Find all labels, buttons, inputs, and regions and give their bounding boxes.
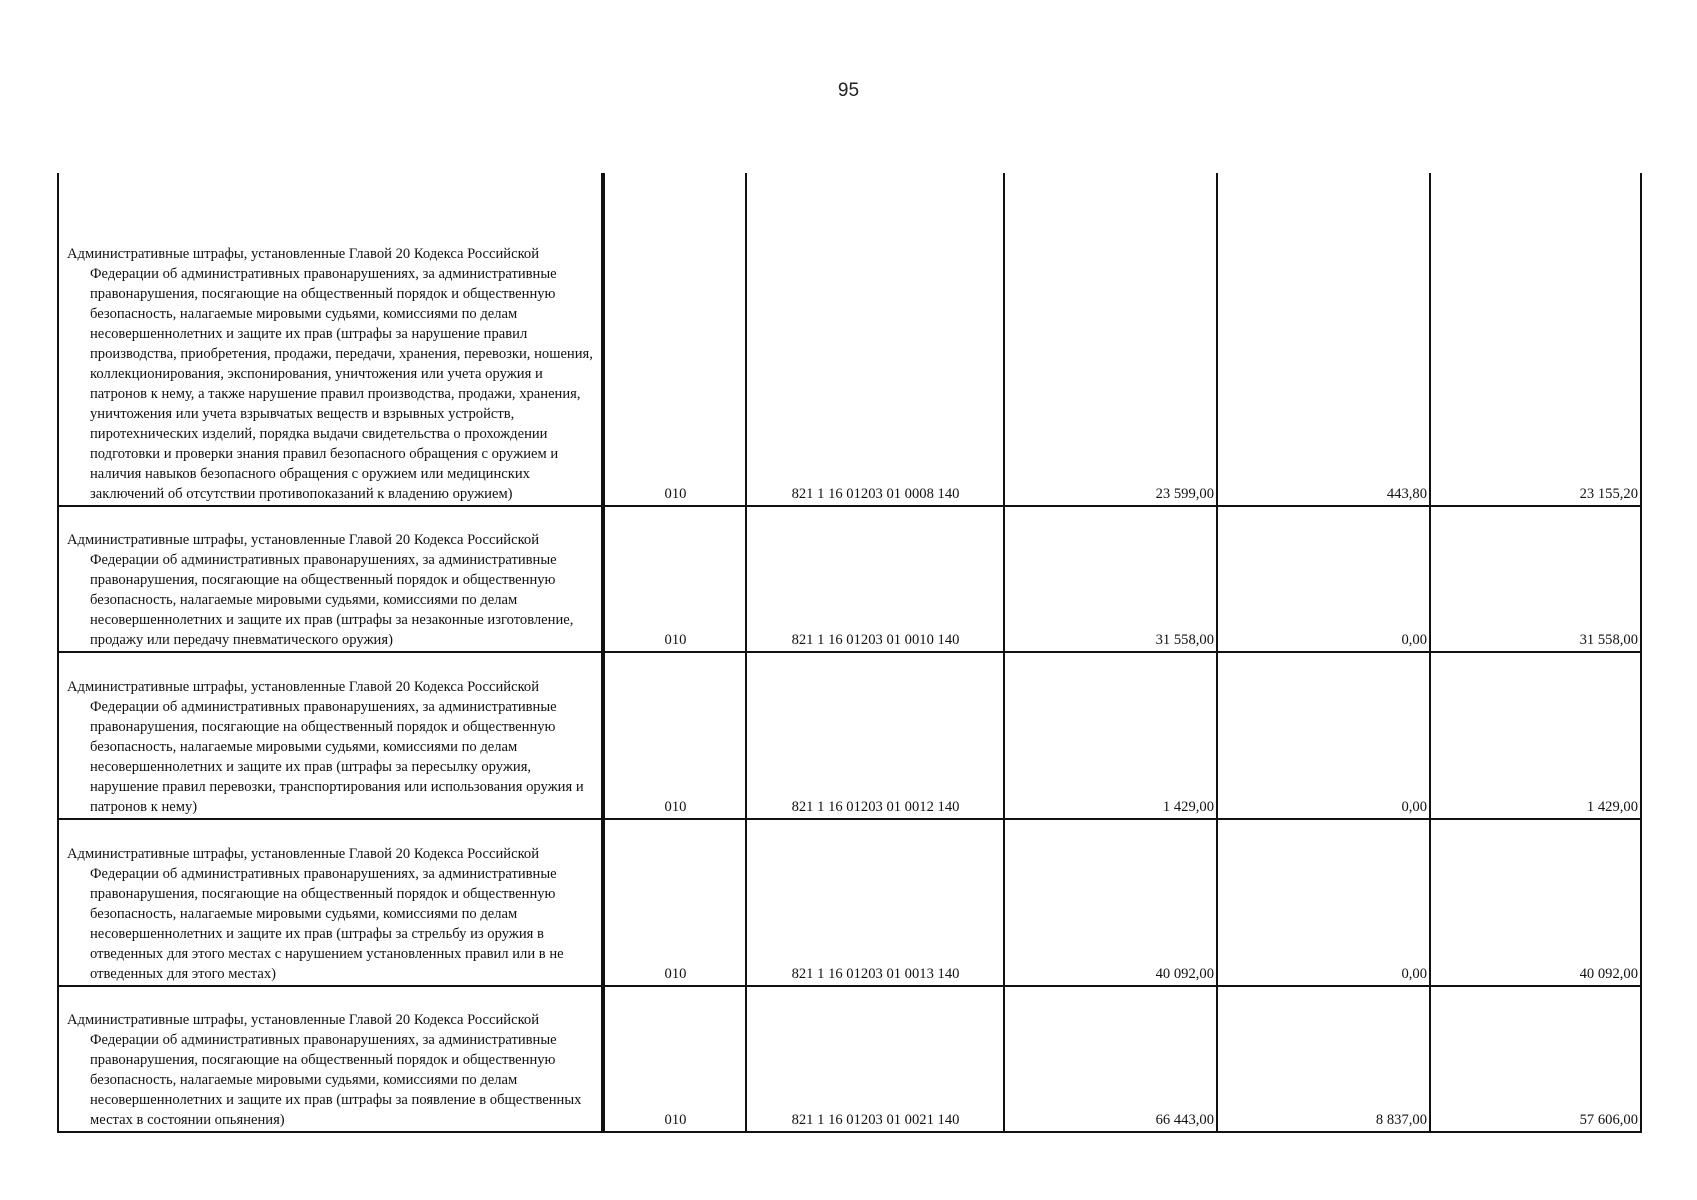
row-approved: 23 599,00 — [1004, 173, 1217, 506]
row-unexecuted: 23 155,20 — [1430, 173, 1641, 506]
row-description: Административные штрафы, установленные Главой 20 Кодекса Российской Федерации об административных правонарушениях, за административные правонарушения, посягающие на общественный порядок и общественную безопасность, налагаемые мировыми судьями, комиссиями по делам несовершеннолетних и защите их прав (штрафы за нарушение правил производства, приобретения, продажи, передачи, хранения, перевозки, ношения, коллекционирования, экспонирования, уничтожения или учета оружия и патронов к нему, а также нарушение правил производства, продажи, хранения, уничтожения или учета взрывчатых веществ и взрывных устройств, пиротехнических изделий, порядка выдачи свидетельства о прохождении подготовки и проверки знания правил безопасного обращения с оружием и наличия навыков безопасного обращения с оружием или медицинских заключений об отсутствии противопоказаний к владению оружием) — [58, 173, 603, 506]
row-line-code: 010 — [603, 652, 746, 819]
row-line-code: 010 — [603, 506, 746, 652]
row-income-code: 821 1 16 01203 01 0012 140 — [746, 652, 1004, 819]
row-approved: 31 558,00 — [1004, 506, 1217, 652]
row-unexecuted: 57 606,00 — [1430, 986, 1641, 1132]
row-unexecuted: 1 429,00 — [1430, 652, 1641, 819]
row-executed: 0,00 — [1217, 652, 1430, 819]
row-income-code: 821 1 16 01203 01 0021 140 — [746, 986, 1004, 1132]
table-row — [58, 173, 1641, 506]
table-row — [58, 819, 1641, 986]
row-income-code: 821 1 16 01203 01 0013 140 — [746, 819, 1004, 986]
row-approved: 40 092,00 — [1004, 819, 1217, 986]
page-number: 95 — [837, 80, 860, 101]
income-table — [57, 173, 1642, 1133]
row-line-code: 010 — [603, 819, 746, 986]
table-row — [58, 506, 1641, 652]
row-description: Административные штрафы, установленные Главой 20 Кодекса Российской Федерации об административных правонарушениях, за административные правонарушения, посягающие на общественный порядок и общественную безопасность, налагаемые мировыми судьями, комиссиями по делам несовершеннолетних и защите их прав (штрафы за появление в общественных местах в состоянии опьянения) — [58, 986, 603, 1132]
row-executed: 0,00 — [1217, 819, 1430, 986]
row-executed: 443,80 — [1217, 173, 1430, 506]
row-income-code: 821 1 16 01203 01 0010 140 — [746, 506, 1004, 652]
row-executed: 0,00 — [1217, 506, 1430, 652]
row-line-code: 010 — [603, 173, 746, 506]
row-line-code: 010 — [603, 986, 746, 1132]
table-row — [58, 652, 1641, 819]
row-description: Административные штрафы, установленные Главой 20 Кодекса Российской Федерации об административных правонарушениях, за административные правонарушения, посягающие на общественный порядок и общественную безопасность, налагаемые мировыми судьями, комиссиями по делам несовершеннолетних и защите их прав (штрафы за стрельбу из оружия в отведенных для этого местах с нарушением установленных правил или в не отведенных для этого местах) — [58, 819, 603, 986]
row-approved: 1 429,00 — [1004, 652, 1217, 819]
row-unexecuted: 40 092,00 — [1430, 819, 1641, 986]
row-unexecuted: 31 558,00 — [1430, 506, 1641, 652]
row-executed: 8 837,00 — [1217, 986, 1430, 1132]
row-description: Административные штрафы, установленные Главой 20 Кодекса Российской Федерации об административных правонарушениях, за административные правонарушения, посягающие на общественный порядок и общественную безопасность, налагаемые мировыми судьями, комиссиями по делам несовершеннолетних и защите их прав (штрафы за незаконные изготовление, продажу или передачу пневматического оружия) — [58, 506, 603, 652]
row-approved: 66 443,00 — [1004, 986, 1217, 1132]
row-income-code: 821 1 16 01203 01 0008 140 — [746, 173, 1004, 506]
row-description: Административные штрафы, установленные Главой 20 Кодекса Российской Федерации об административных правонарушениях, за административные правонарушения, посягающие на общественный порядок и общественную безопасность, налагаемые мировыми судьями, комиссиями по делам несовершеннолетних и защите их прав (штрафы за пересылку оружия, нарушение правил перевозки, транспортирования или использования оружия и патронов к нему) — [58, 652, 603, 819]
table-row — [58, 986, 1641, 1132]
